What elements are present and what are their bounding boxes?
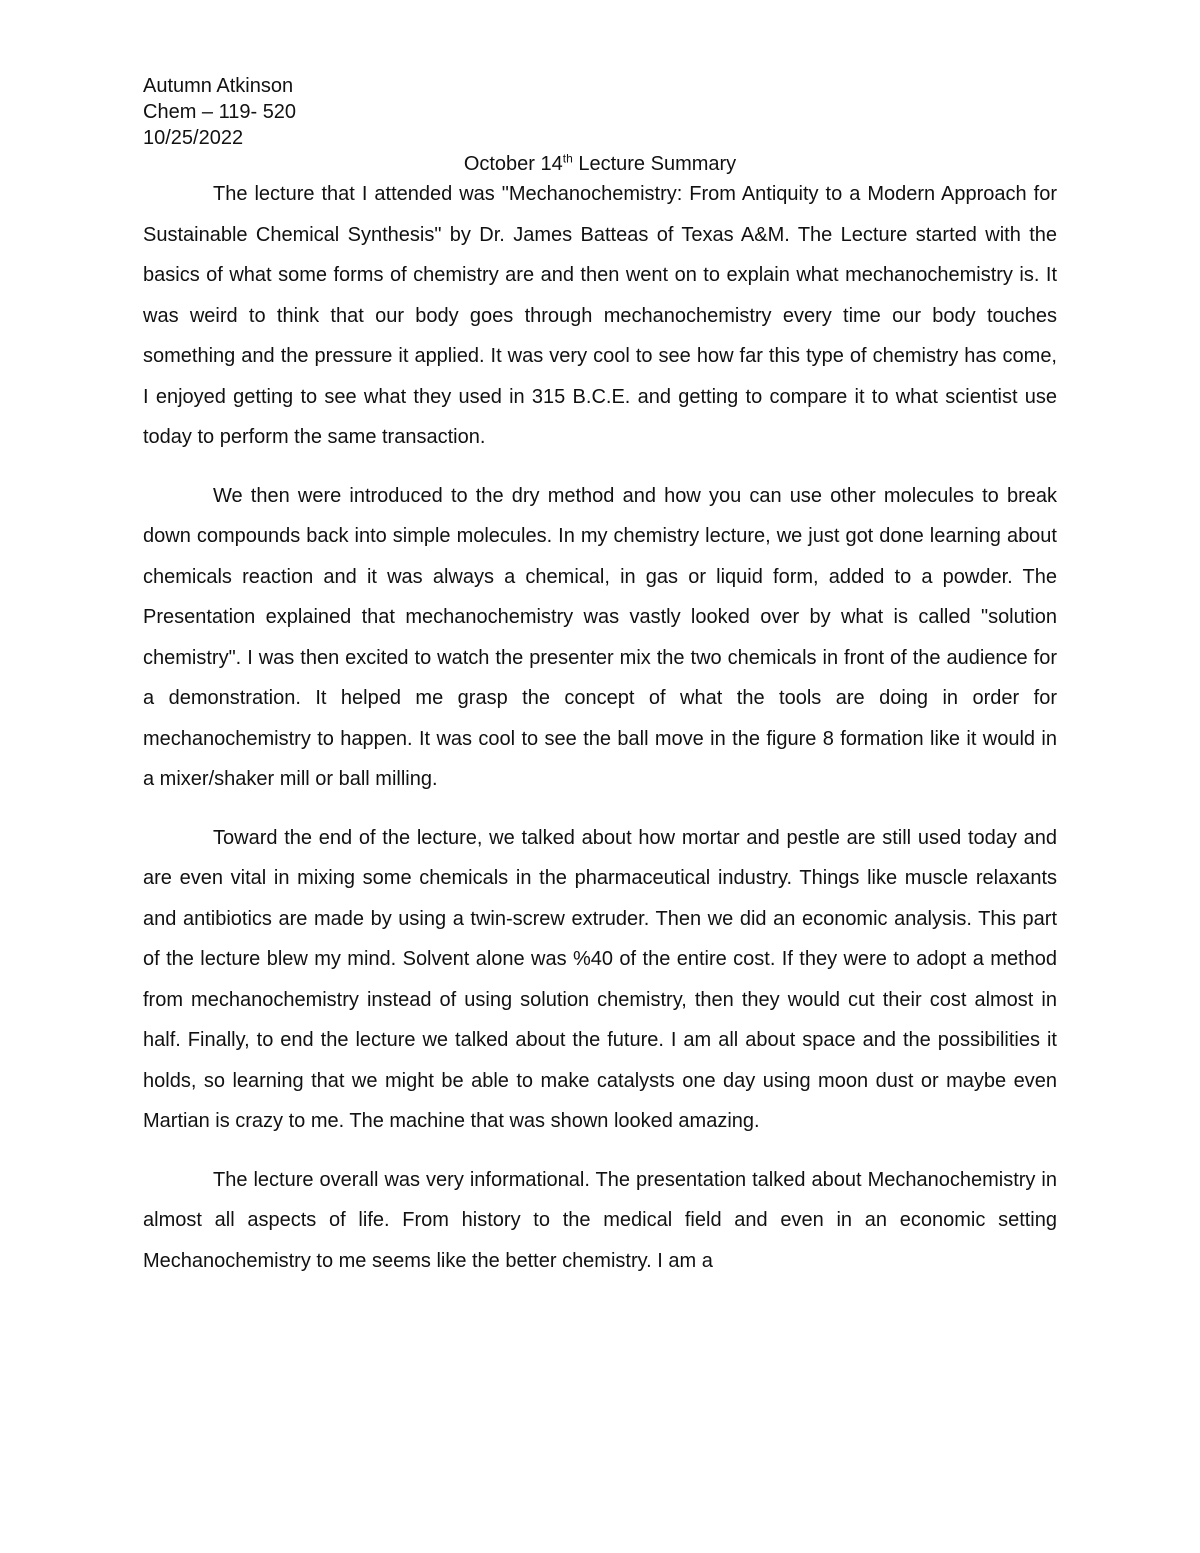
paragraph-2: We then were introduced to the dry method and how you can use other molecules to break down compounds back into simple molecules. In my chemistry lecture, we just got done learning about chemicals reaction and it was always a chemical, in gas or liquid form, added to a powder. The Presentation explained that mechanochemistry was vastly looked over by what is called "solution chemistry". I was then excited to watch the presenter mix the two chemicals in front of the audience for a demonstration. It helped me grasp the concept of what the tools are doing in order for mechanochemistry to happen. It was cool to see the ball move in the figure 8 formation like it would in a mixer/shaker mill or ball milling.: [143, 484, 1057, 790]
paragraph-1: The lecture that I attended was "Mechanochemistry: From Antiquity to a Modern Approach for Sustainable Chemical Synthesis" by Dr. James Batteas of Texas A&M. The Lecture started with the basics of what some forms of chemistry are and then went on to explain what mechanochemistry is. It was weird to think that our body goes through mechanochemistry every time our body touches something and the pressure it applied. It was very cool to see how far this type of chemistry has come, I enjoyed getting to see what they used in 315 B.C.E. and getting to compare it to what scientist use today to perform the same transaction.: [143, 183, 1057, 448]
paragraph-3: Toward the end of the lecture, we talked about how mortar and pestle are still used today and are even vital in mixing some chemicals in the pharmaceutical industry. Things like muscle relaxants and antibiotics are made by using a twin-screw extruder. Then we did an economic analysis. This part of the lecture blew my mind. Solvent alone was %40 of the entire cost. If they were to adopt a method from mechanochemistry instead of using solution chemistry, then they would cut their cost almost in half. Finally, to end the lecture we talked about the future. I am all about space and the possibilities it holds, so learning that we might be able to make catalysts one day using moon dust or maybe even Martian is crazy to me. The machine that was shown looked amazing.: [143, 826, 1057, 1132]
title-prefix: October 14: [463, 153, 563, 175]
document-header: [143, 73, 296, 151]
author-name: Autumn Atkinson: [143, 75, 294, 97]
course-code: Chem – 119- 520: [143, 101, 297, 123]
title-superscript: th: [562, 151, 573, 166]
document-body: [143, 174, 1057, 1281]
title-suffix: Lecture Summary: [572, 153, 737, 175]
paragraph-4: The lecture overall was very informational. The presentation talked about Mechanochemistry in almost all aspects of life. From history to the medical field and even in an economic setting Mechanochemistry to me seems like the better chemistry. I am a: [143, 1168, 1057, 1272]
document-date: 10/25/2022: [143, 127, 244, 149]
